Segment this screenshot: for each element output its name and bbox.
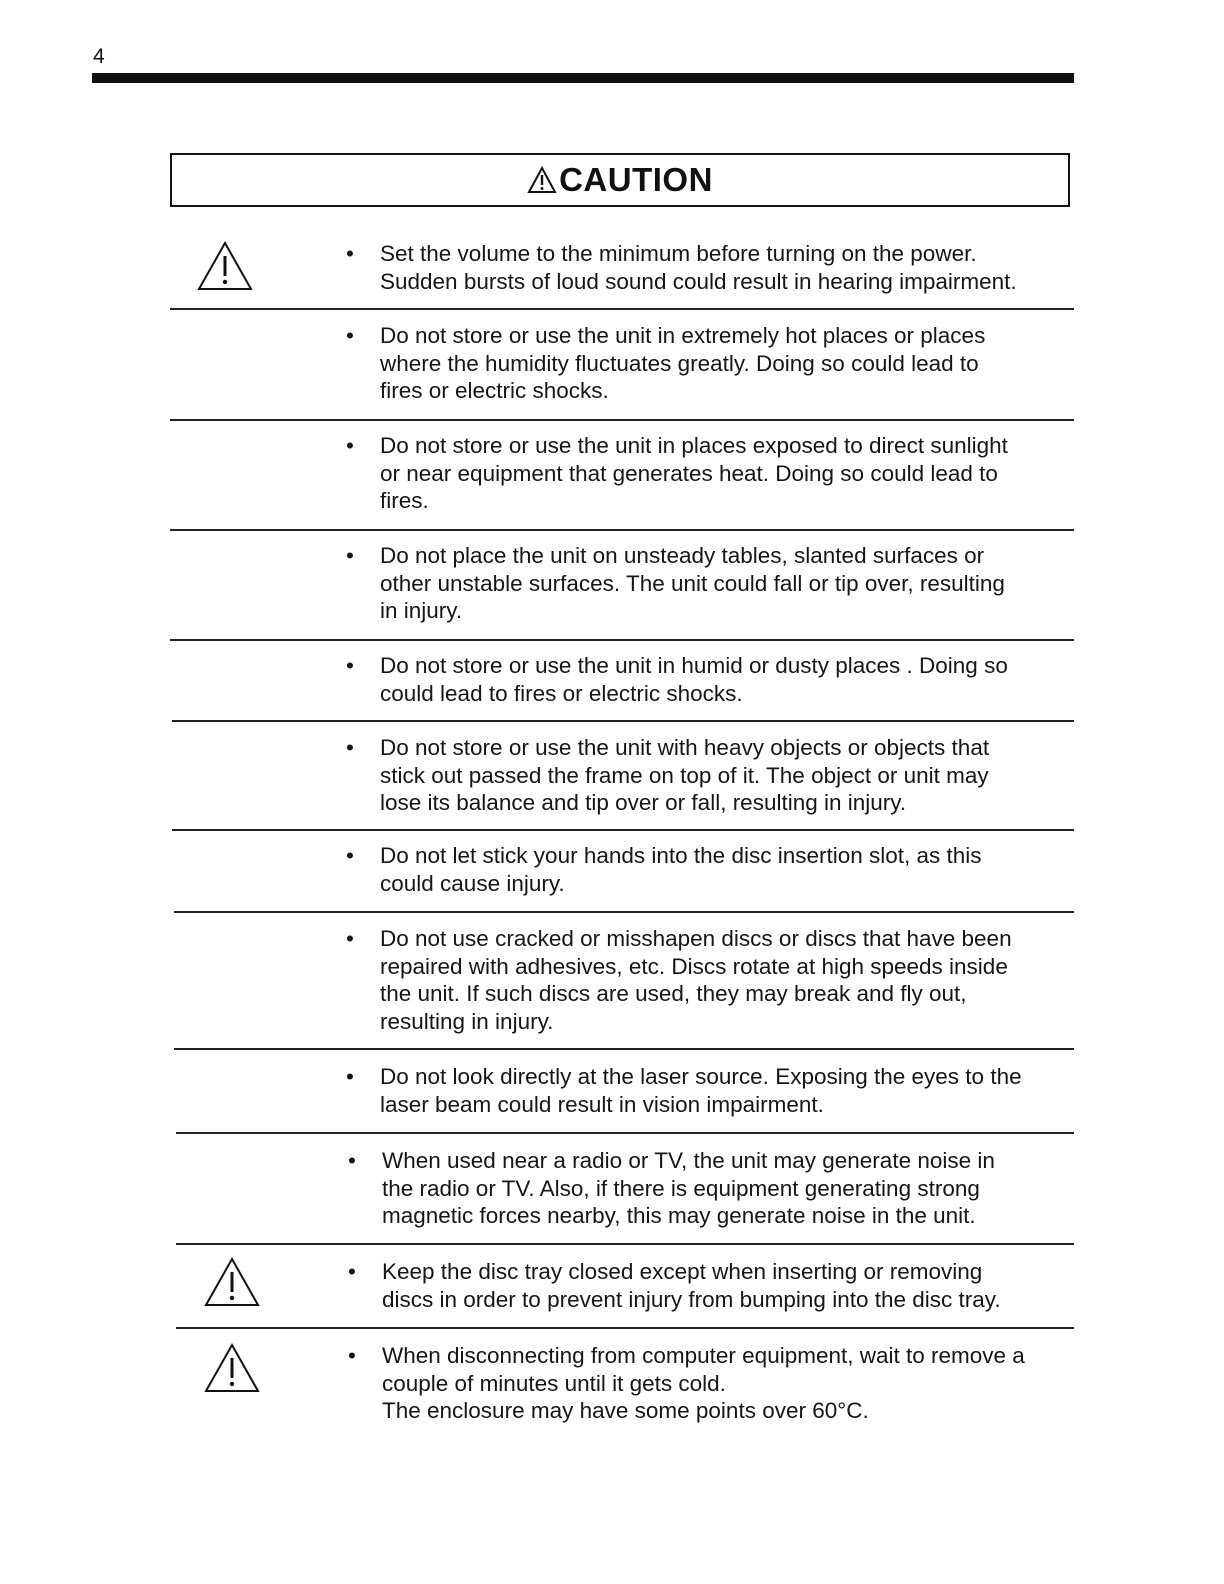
divider — [170, 308, 1074, 310]
bullet: • — [346, 653, 354, 678]
divider — [170, 639, 1074, 641]
warning-triangle-icon — [527, 166, 557, 194]
list-item — [340, 652, 1080, 707]
warning-triangle-icon — [203, 1256, 261, 1308]
item-text: Keep the disc tray closed except when inserting or removing discs in order to prevent injury from bumping into the disc tray. — [382, 1259, 1001, 1312]
bullet: • — [346, 843, 354, 868]
list-item — [340, 240, 1080, 295]
item-text: Do not let stick your hands into the disc insertion slot, as this could cause injury. — [380, 843, 982, 896]
list-item — [340, 925, 1080, 1035]
caution-title: CAUTION — [559, 161, 713, 198]
caution-header — [170, 153, 1070, 207]
list-item — [342, 1342, 1082, 1425]
divider — [174, 911, 1074, 913]
item-text: Do not store or use the unit in extremely hot places or places where the humidity fluctuates greatly. Doing so could lead to fires or electric shocks. — [380, 323, 986, 404]
bullet: • — [346, 926, 354, 951]
bullet: • — [348, 1343, 356, 1368]
item-text: When disconnecting from computer equipment, wait to remove a couple of minutes until it gets cold. The enclosure may have some points over 60°C. — [382, 1343, 1025, 1424]
item-text: Do not store or use the unit in places exposed to direct sunlight or near equipment that generates heat. Doing so could lead to fires. — [380, 433, 1008, 514]
bullet: • — [348, 1259, 356, 1284]
page-number: 4 — [93, 45, 105, 68]
divider — [176, 1243, 1074, 1245]
divider — [170, 529, 1074, 531]
list-item — [342, 1258, 1082, 1313]
bullet: • — [348, 1148, 356, 1173]
item-text: Set the volume to the minimum before turning on the power. Sudden bursts of loud sound could result in hearing impairment. — [380, 241, 1017, 294]
item-text: Do not store or use the unit with heavy objects or objects that stick out passed the frame on top of it. The object or unit may lose its balance and tip over or fall, resulting in injury. — [380, 735, 990, 816]
bullet: • — [346, 323, 354, 348]
list-item — [340, 734, 1080, 817]
divider — [172, 829, 1074, 831]
divider — [174, 1048, 1074, 1050]
warning-triangle-icon — [196, 240, 254, 292]
item-text: Do not store or use the unit in humid or dusty places . Doing so could lead to fires or electric shocks. — [380, 653, 1008, 706]
item-text: Do not look directly at the laser source. Exposing the eyes to the laser beam could result in vision impairment. — [380, 1064, 1022, 1117]
list-item — [342, 1147, 1082, 1230]
divider — [172, 720, 1074, 722]
list-item — [340, 432, 1080, 515]
bullet: • — [346, 543, 354, 568]
divider — [176, 1327, 1074, 1329]
bullet: • — [346, 1064, 354, 1089]
divider — [170, 419, 1074, 421]
item-text: Do not place the unit on unsteady tables, slanted surfaces or other unstable surfaces. The unit could fall or tip over, resulting in injury. — [380, 543, 1005, 624]
list-item — [340, 322, 1080, 405]
bullet: • — [346, 241, 354, 266]
bullet: • — [346, 433, 354, 458]
list-item — [340, 842, 1080, 897]
divider — [176, 1132, 1074, 1134]
item-text: Do not use cracked or misshapen discs or discs that have been repaired with adhesives, etc. Discs rotate at high speeds inside the unit. If such discs are used, they may break and fly out, resulting in injury. — [380, 926, 1012, 1034]
top-rule — [92, 73, 1074, 83]
list-item — [340, 1063, 1080, 1118]
bullet: • — [346, 735, 354, 760]
list-item — [340, 542, 1080, 625]
warning-triangle-icon — [203, 1342, 261, 1394]
item-text: When used near a radio or TV, the unit may generate noise in the radio or TV. Also, if there is equipment generating strong magnetic forces nearby, this may generate noise in the unit. — [382, 1148, 995, 1229]
